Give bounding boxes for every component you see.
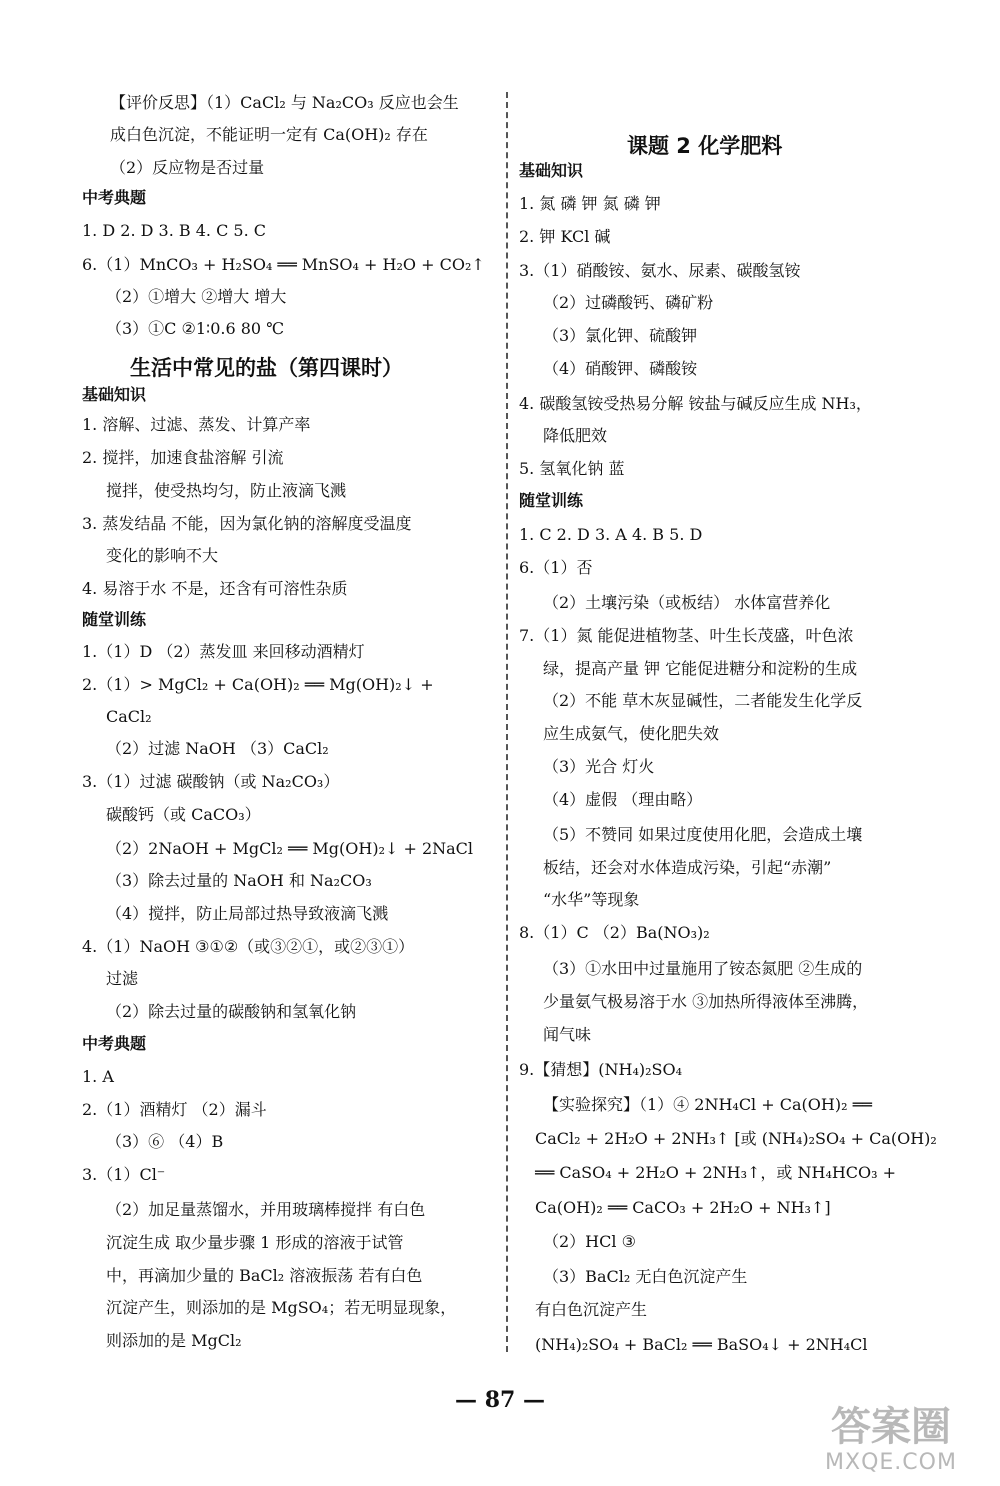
answer-line: （2）HCl ③ bbox=[543, 1232, 636, 1251]
column-divider bbox=[506, 92, 508, 1352]
section-heading: 随堂训练 bbox=[519, 491, 584, 510]
answer-line: 2. 搅拌，加速食盐溶解 引流 bbox=[82, 448, 284, 467]
answer-line: 3.（1）过滤 碳酸钠（或 Na₂CO₃） bbox=[82, 772, 340, 791]
answer-line: （2）过磷酸钙、磷矿粉 bbox=[543, 293, 714, 312]
answer-line: 1. A bbox=[82, 1067, 114, 1086]
answer-line: 6.（1）MnCO₃ + H₂SO₄ ══ MnSO₄ + H₂O + CO₂↑ bbox=[82, 255, 485, 274]
answer-line: 碳酸钙（或 CaCO₃） bbox=[106, 805, 261, 824]
answer-line: CaCl₂ bbox=[106, 707, 152, 726]
section-heading: 基础知识 bbox=[519, 161, 584, 180]
answer-line: （5）不赞同 如果过度使用化肥，会造成土壤 bbox=[543, 825, 863, 844]
answer-line: （3）BaCl₂ 无白色沉淀产生 bbox=[543, 1267, 748, 1286]
answer-line: 应生成氨气，使化肥失效 bbox=[543, 724, 720, 743]
answer-line: 1.（1）D （2）蒸发皿 来回移动酒精灯 bbox=[82, 642, 365, 661]
answer-line: 则添加的是 MgCl₂ bbox=[106, 1331, 242, 1350]
section-heading: 基础知识 bbox=[82, 385, 147, 404]
page-number: — 87 — bbox=[455, 1387, 545, 1413]
answer-line: （2）加足量蒸馏水，并用玻璃棒搅拌 有白色 bbox=[106, 1200, 426, 1219]
answer-line: 1. D 2. D 3. B 4. C 5. C bbox=[82, 221, 266, 240]
answer-line: 3.（1）硝酸铵、氨水、尿素、碳酸氢铵 bbox=[519, 261, 801, 280]
answer-line: 7.（1）氮 能促进植物茎、叶生长茂盛，叶色浓 bbox=[519, 626, 854, 645]
answer-line: 9.【猜想】(NH₄)₂SO₄ bbox=[519, 1060, 683, 1079]
watermark-logo bbox=[796, 1405, 986, 1483]
answer-line: 【评价反思】（1）CaCl₂ 与 Na₂CO₃ 反应也会生 bbox=[110, 93, 459, 112]
answer-line: 变化的影响不大 bbox=[106, 546, 219, 565]
answer-line: （3）除去过量的 NaOH 和 Na₂CO₃ bbox=[106, 871, 372, 890]
section-heading: 中考典题 bbox=[82, 1034, 147, 1053]
watermark-top: 答案圈 bbox=[831, 1403, 951, 1450]
answer-line: （4）硝酸钾、磷酸铵 bbox=[543, 359, 698, 378]
answer-line: 2.（1）> MgCl₂ + Ca(OH)₂ ══ Mg(OH)₂↓ + bbox=[82, 675, 434, 694]
answer-line: 绿，提高产量 钾 它能促进糖分和淀粉的生成 bbox=[543, 659, 858, 678]
answer-line: （2）①增大 ②增大 增大 bbox=[106, 287, 287, 306]
answer-line: （3）①水田中过量施用了铵态氮肥 ②生成的 bbox=[543, 959, 863, 978]
section-heading: 中考典题 bbox=[82, 188, 147, 207]
answer-line: CaCl₂ + 2H₂O + 2NH₃↑ [或 (NH₄)₂SO₄ + Ca(OH)₂ bbox=[535, 1129, 937, 1148]
answer-line: 中，再滴加少量的 BaCl₂ 溶液振荡 若有白色 bbox=[106, 1266, 423, 1285]
answer-line: 搅拌，使受热均匀，防止液滴飞溅 bbox=[106, 481, 347, 500]
answer-line: （2）不能 草木灰显碱性，二者能发生化学反 bbox=[543, 691, 863, 710]
answer-line: 少量氨气极易溶于水 ③加热所得液体至沸腾， bbox=[543, 992, 869, 1011]
answer-line: 2. 钾 KCl 碱 bbox=[519, 227, 611, 246]
answer-line: 2.（1）酒精灯 （2）漏斗 bbox=[82, 1100, 267, 1119]
answer-line: “水华”等现象 bbox=[543, 890, 640, 909]
answer-line: 6.（1）否 bbox=[519, 558, 593, 577]
lesson-title: 课题 2 化学肥料 bbox=[627, 134, 783, 158]
answer-line: （2）反应物是否过量 bbox=[110, 158, 265, 177]
answer-line: （2）除去过量的碳酸钠和氢氧化钠 bbox=[106, 1002, 357, 1021]
answer-line: 降低肥效 bbox=[543, 426, 608, 445]
answer-line: 【实验探究】（1）④ 2NH₄Cl + Ca(OH)₂ ══ bbox=[543, 1095, 872, 1114]
answer-line: （2）过滤 NaOH （3）CaCl₂ bbox=[106, 739, 329, 758]
answer-line: ══ CaSO₄ + 2H₂O + 2NH₃↑，或 NH₄HCO₃ + bbox=[535, 1163, 897, 1182]
answer-line: 4. 易溶于水 不是，还含有可溶性杂质 bbox=[82, 579, 348, 598]
answer-line: 4.（1）NaOH ③①②（或③②①，或②③①） bbox=[82, 937, 415, 956]
answer-line: （3）光合 灯火 bbox=[543, 757, 655, 776]
answer-line: （2）土壤污染（或板结） 水体富营养化 bbox=[543, 593, 831, 612]
answer-line: 沉淀产生，则添加的是 MgSO₄；若无明显现象， bbox=[106, 1298, 457, 1317]
answer-line: （4）虚假 （理由略） bbox=[543, 790, 703, 809]
answer-line: Ca(OH)₂ ══ CaCO₃ + 2H₂O + NH₃↑] bbox=[535, 1198, 831, 1217]
answer-line: 5. 氢氧化钠 蓝 bbox=[519, 459, 625, 478]
answer-line: 成白色沉淀，不能证明一定有 Ca(OH)₂ 存在 bbox=[110, 125, 428, 144]
answer-line: 1. 溶解、过滤、蒸发、计算产率 bbox=[82, 415, 311, 434]
answer-line: 1. C 2. D 3. A 4. B 5. D bbox=[519, 525, 703, 544]
answer-line: 板结，还会对水体造成污染，引起“赤潮” bbox=[543, 858, 832, 877]
answer-line: 8.（1）C （2）Ba(NO₃)₂ bbox=[519, 923, 710, 942]
answer-line: （2）2NaOH + MgCl₂ ══ Mg(OH)₂↓ + 2NaCl bbox=[106, 839, 474, 858]
answer-line: 有白色沉淀产生 bbox=[535, 1300, 648, 1319]
answer-line: 沉淀生成 取少量步骤 1 形成的溶液于试管 bbox=[106, 1233, 404, 1252]
answer-line: (NH₄)₂SO₄ + BaCl₂ ══ BaSO₄↓ + 2NH₄Cl bbox=[535, 1335, 868, 1354]
answer-line: 4. 碳酸氢铵受热易分解 铵盐与碱反应生成 NH₃， bbox=[519, 394, 872, 413]
section-heading: 随堂训练 bbox=[82, 610, 147, 629]
watermark-bottom: MXQE.COM bbox=[825, 1450, 957, 1475]
answer-line: （3）氯化钾、硫酸钾 bbox=[543, 326, 698, 345]
answer-line: 闻气味 bbox=[543, 1025, 592, 1044]
answer-line: 1. 氮 磷 钾 氮 磷 钾 bbox=[519, 194, 661, 213]
answer-line: 3.（1）Cl⁻ bbox=[82, 1165, 166, 1184]
answer-line: （4）搅拌，防止局部过热导致液滴飞溅 bbox=[106, 904, 389, 923]
answer-line: 3. 蒸发结晶 不能，因为氯化钠的溶解度受温度 bbox=[82, 514, 412, 533]
lesson-title: 生活中常见的盐（第四课时） bbox=[130, 356, 403, 380]
answer-line: 过滤 bbox=[106, 969, 139, 988]
answer-line: （3）①C ②1∶0.6 80 ℃ bbox=[106, 319, 285, 338]
answer-line: （3）⑥ （4）B bbox=[106, 1132, 224, 1151]
